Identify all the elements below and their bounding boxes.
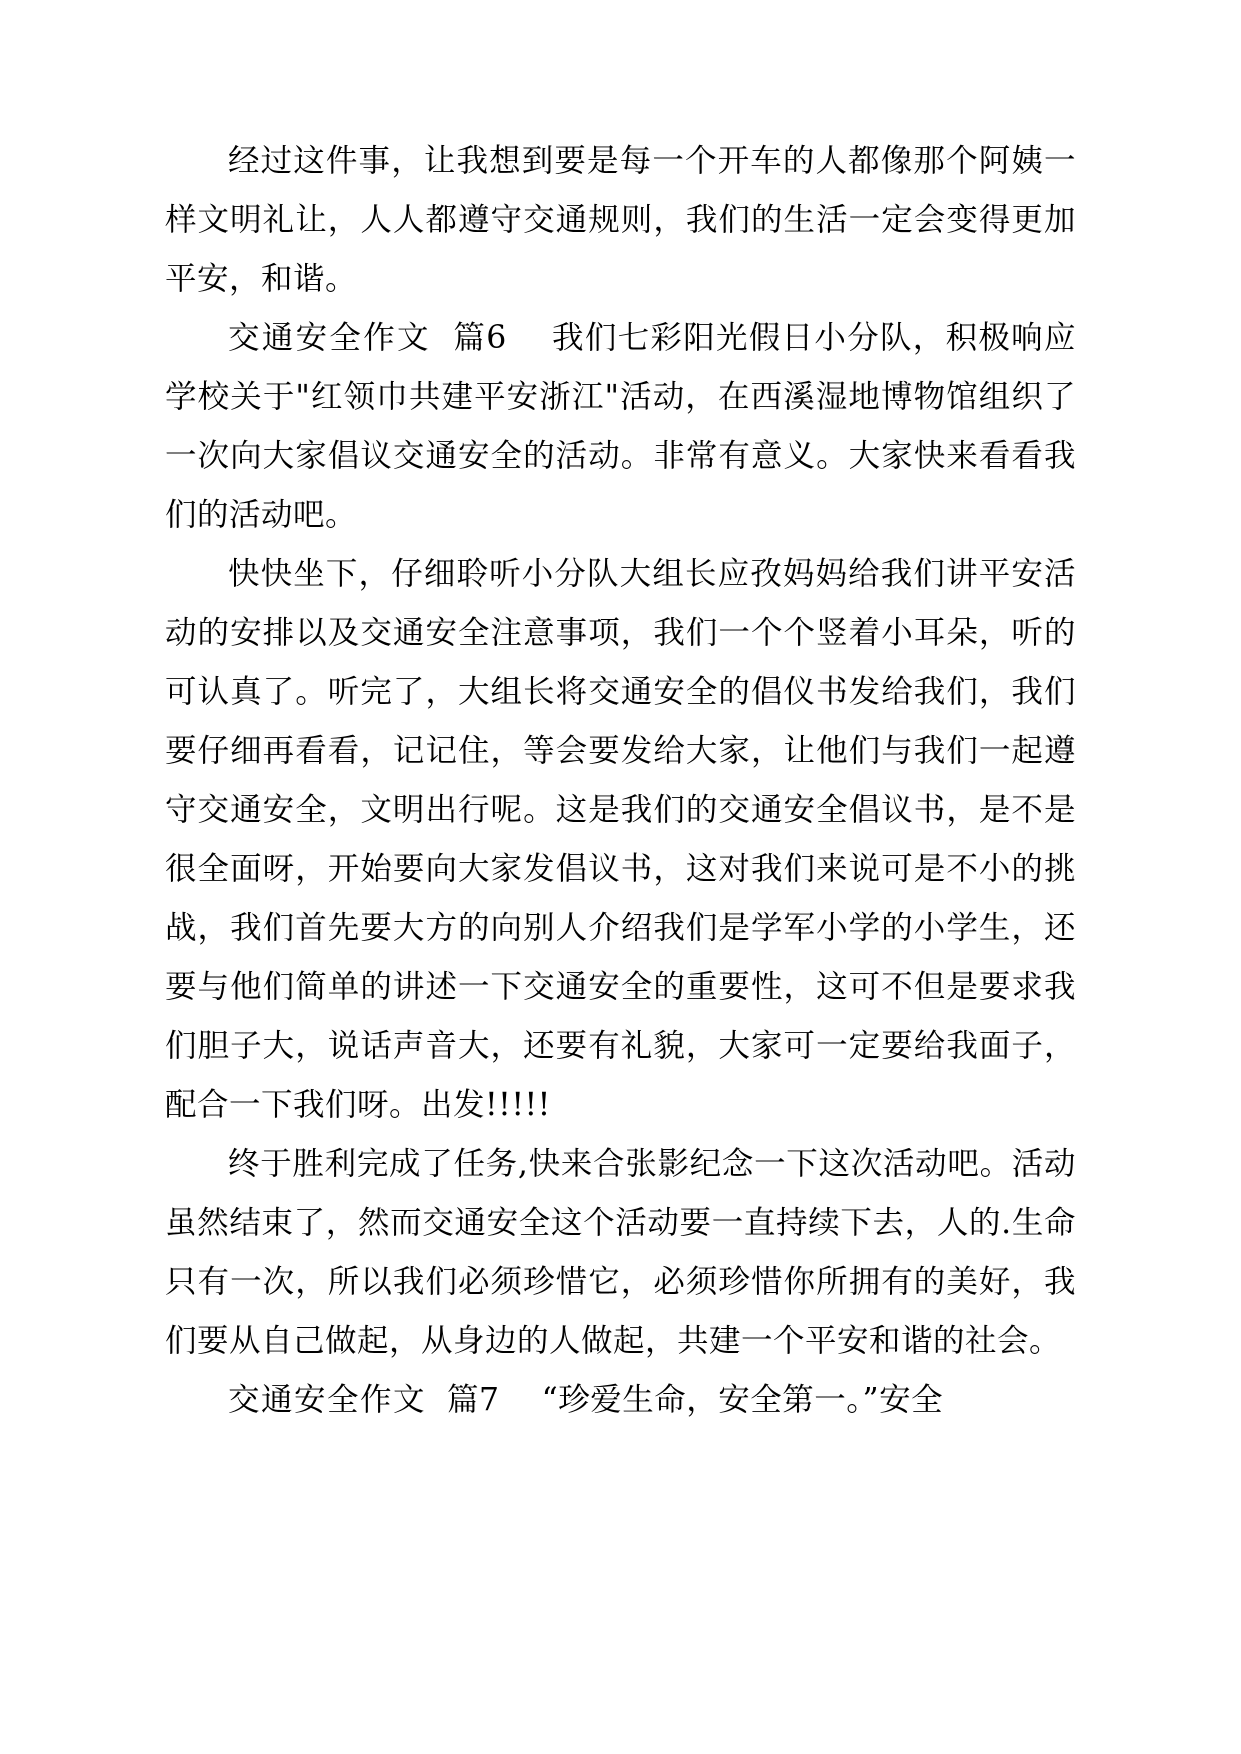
essay-heading-gap-6 [507, 320, 552, 356]
document-body [165, 132, 1076, 1430]
essay-heading-spacer-7 [426, 1382, 447, 1418]
paragraph-3: 快快坐下，仔细聆听小分队大组长应孜妈妈给我们讲平安活动的安排以及交通安全注意事项，我们一个个竖着小耳朵，听的可认真了。听完了，大组长将交通安全的倡仪书发给我们，我们要仔细再看看，记记住，等会要发给大家，让他们与我们一起遵守交通安全，文明出行呢。这是我们的交通安全倡议书，是不是很全面呀，开始要向大家发倡议书，这对我们来说可是不小的挑战，我们首先要大方的向别人介绍我们是学军小学的小学生，还要与他们简单的讲述一下交通安全的重要性，这可不但是要求我们胆子大，说话声音大，还要有礼貌，大家可一定要给我面子，配合一下我们呀。出发!!!!! [165, 556, 1076, 1123]
paragraph-5-text: “珍爱生命，安全第一。”安全 [541, 1382, 944, 1418]
essay-heading-label-7: 交通安全作文 [228, 1382, 427, 1418]
paragraph-2-text: 我们七彩阳光假日小分队，积极响应学校关于"红领巾共建平安浙江"活动，在西溪湿地博物馆组织了一次向大家倡议交通安全的活动。非常有意义。大家快来看看我们的活动吧。 [165, 320, 1076, 533]
essay-heading-number-6: 篇6 [453, 320, 507, 356]
essay-heading-gap-7 [500, 1382, 542, 1418]
paragraph-5-heading [165, 1371, 1076, 1430]
paragraph-2-heading [165, 309, 1076, 545]
paragraph-4: 终于胜利完成了任务,快来合张影纪念一下这次活动吧。活动虽然结束了，然而交通安全这个活动要一直持续下去，人的.生命只有一次，所以我们必须珍惜它，必须珍惜你所拥有的美好，我们要从自己做起，从身边的人做起，共建一个平安和谐的社会。 [165, 1146, 1076, 1359]
essay-heading-number-7: 篇7 [447, 1382, 500, 1418]
essay-heading-spacer-6 [431, 320, 454, 356]
paragraph-1: 经过这件事，让我想到要是每一个开车的人都像那个阿姨一样文明礼让，人人都遵守交通规则，我们的生活一定会变得更加平安，和谐。 [165, 143, 1076, 297]
essay-heading-label-6: 交通安全作文 [228, 320, 431, 356]
